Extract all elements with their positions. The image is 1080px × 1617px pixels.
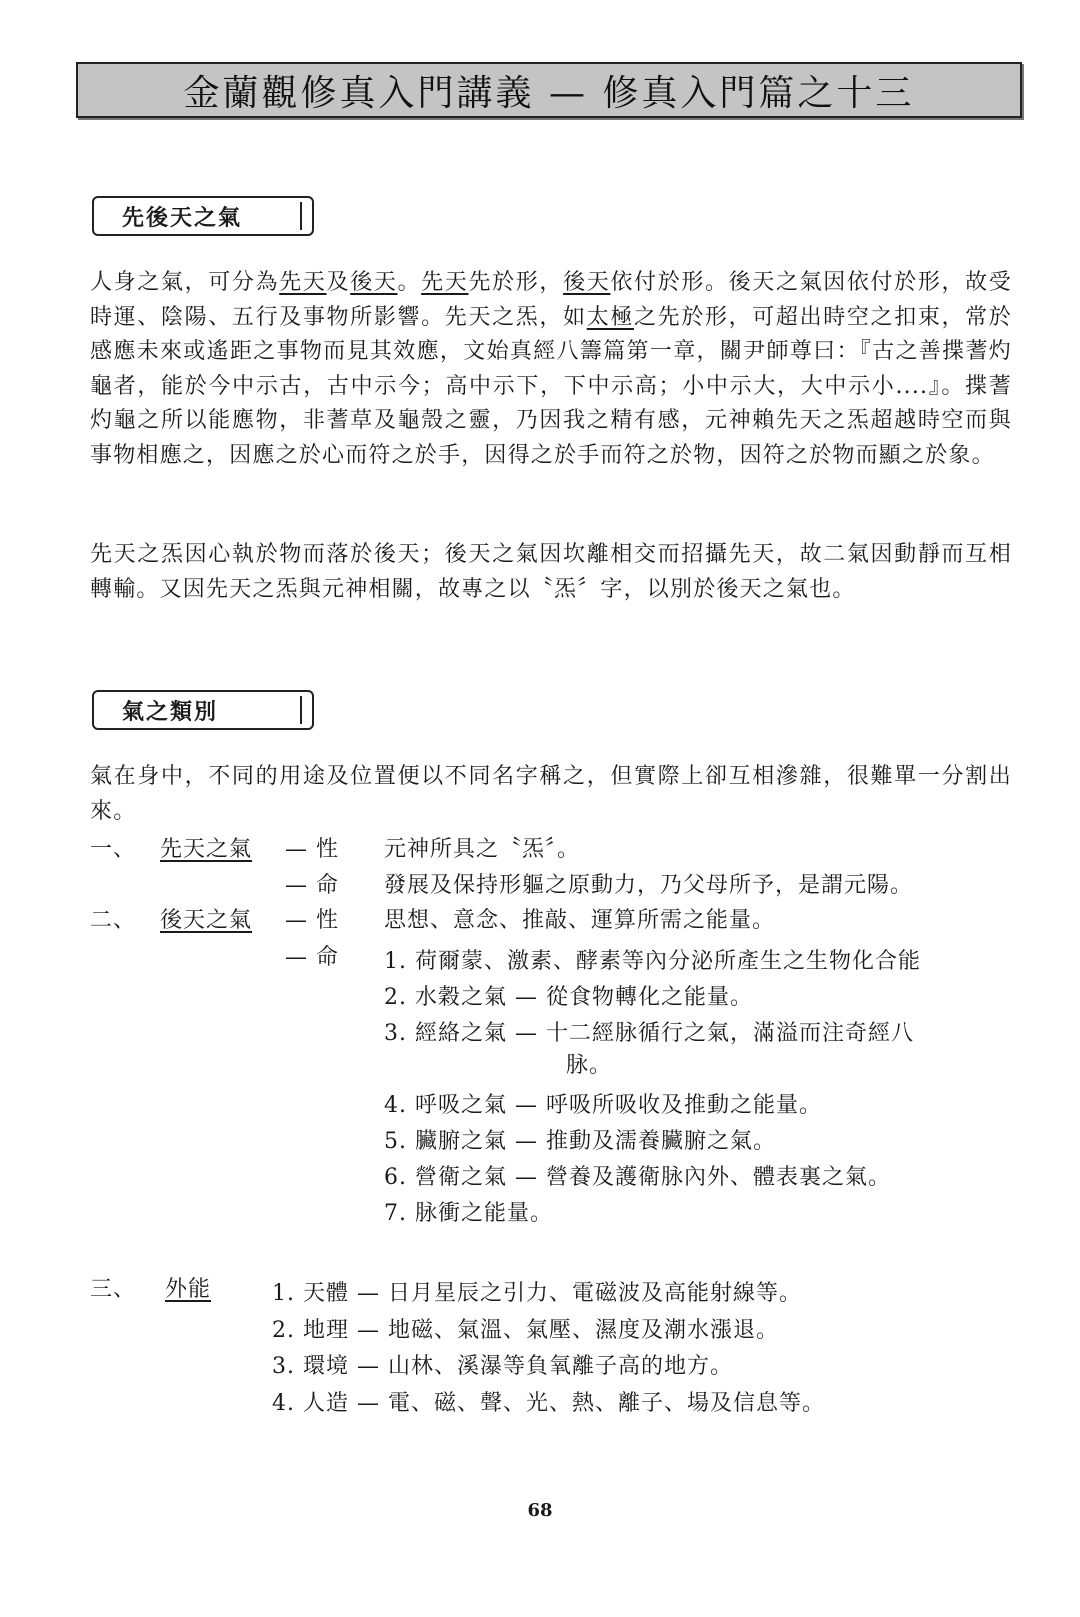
list-item-continuation: 脉。 — [566, 1053, 613, 1078]
list-item: 2. 地理 — 地磁、氣溫、氣壓、濕度及潮水漲退。 — [272, 1318, 779, 1343]
paragraph-2: 先天之炁因心執於物而落於後天；後天之氣因坎離相交而招攝先天，故二氣因動靜而互相轉輸。又因先天之炁與元神相關，故專之以〝炁〞字，以別於後天之氣也。 — [90, 542, 1012, 602]
page-number: 68 — [527, 1500, 553, 1521]
category-1-name: 先天之氣 — [160, 837, 253, 862]
list-item: 6. 營衛之氣 — 營養及護衛脉內外、體表裏之氣。 — [384, 1165, 891, 1190]
list-item: 3. 經絡之氣 — 十二經脉循行之氣，滿溢而注奇經八 — [384, 1021, 914, 1046]
section-heading-text: 氣之類別 — [122, 698, 219, 725]
underlined-term: 太極 — [586, 304, 635, 330]
list-item: 1. 天體 — 日月星辰之引力、電磁波及高能射線等。 — [272, 1281, 802, 1306]
list-item: 3. 環境 — 山林、溪瀑等負氧離子高的地方。 — [272, 1354, 733, 1379]
section-heading-text: 先後天之氣 — [122, 204, 243, 231]
section-heading-xian-hou-tian — [92, 196, 314, 236]
category-2-ming-label: — 命 — [285, 945, 339, 970]
section-heading-qi-lei-bie — [92, 690, 314, 730]
category-3-name: 外能 — [165, 1277, 212, 1302]
category-2-number: 二、 — [90, 908, 137, 933]
list-item: 2. 水穀之氣 — 從食物轉化之能量。 — [384, 985, 753, 1010]
paragraph-1 — [90, 266, 1012, 473]
text-run: 及 — [326, 270, 351, 295]
category-1-ming-desc: 發展及保持形軀之原動力，乃父母所予，是謂元陽。 — [384, 873, 914, 898]
text-run: 先於形， — [468, 270, 564, 295]
list-item: 1. 荷爾蒙、激素、酵素等內分泌所產生之生物化合能 — [384, 949, 921, 974]
page-header-title: 金蘭觀修真入門講義 — 修真入門篇之十三 — [76, 62, 1022, 118]
underlined-term: 後天 — [350, 270, 398, 295]
text-run: 。 — [397, 270, 422, 295]
category-2-name: 後天之氣 — [160, 908, 253, 933]
text-run: 依付於形。後天之氣因依付於形，故受時運、陰陽、五行及事物所影響。先天之炁，如 — [90, 270, 1013, 330]
category-1-xing-label: — 性 — [285, 837, 339, 862]
text-run: 之先於形，可超出時空之扣束，常於感應未來或遙距之事物而見其效應，文始真經八籌篇第一章，關尹師尊曰：『古之善揲蓍灼龜者，能於今中示古，古中示今；高中示下，下中示高；小中示大，大中示小....』。揲蓍灼龜之所以能應物，非蓍草及龜殼之靈，乃因我之精有感，元神賴先天之炁超越時空而與事物相應之，因應之於心而符之於手，因得之於手而符之於物，因符之於物而顯之於象。 — [90, 304, 1013, 468]
category-2-xing-desc: 思想、意念、推敲、運算所需之能量。 — [384, 908, 776, 933]
underlined-term: 先天 — [279, 270, 327, 295]
list-item: 4. 人造 — 電、磁、聲、光、熱、離子、場及信息等。 — [272, 1391, 825, 1416]
category-3-number: 三、 — [90, 1277, 137, 1302]
underlined-term: 後天 — [563, 270, 611, 295]
list-item: 5. 臟腑之氣 — 推動及濡養臟腑之氣。 — [384, 1129, 776, 1154]
category-2-xing-label: — 性 — [285, 908, 339, 933]
list-item: 4. 呼吸之氣 — 呼吸所吸收及推動之能量。 — [384, 1093, 822, 1118]
category-1-number: 一、 — [90, 837, 137, 862]
category-1-ming-label: — 命 — [285, 873, 339, 898]
category-intro: 氣在身中，不同的用途及位置便以不同名字稱之，但實際上卻互相滲雜，很難單一分割出來。 — [90, 764, 1012, 824]
text-run: 人身之氣，可分為 — [90, 270, 280, 295]
list-item: 7. 脉衝之能量。 — [384, 1201, 553, 1226]
category-1-xing-desc: 元神所具之〝炁〞。 — [384, 837, 581, 862]
underlined-term: 先天 — [421, 270, 469, 295]
